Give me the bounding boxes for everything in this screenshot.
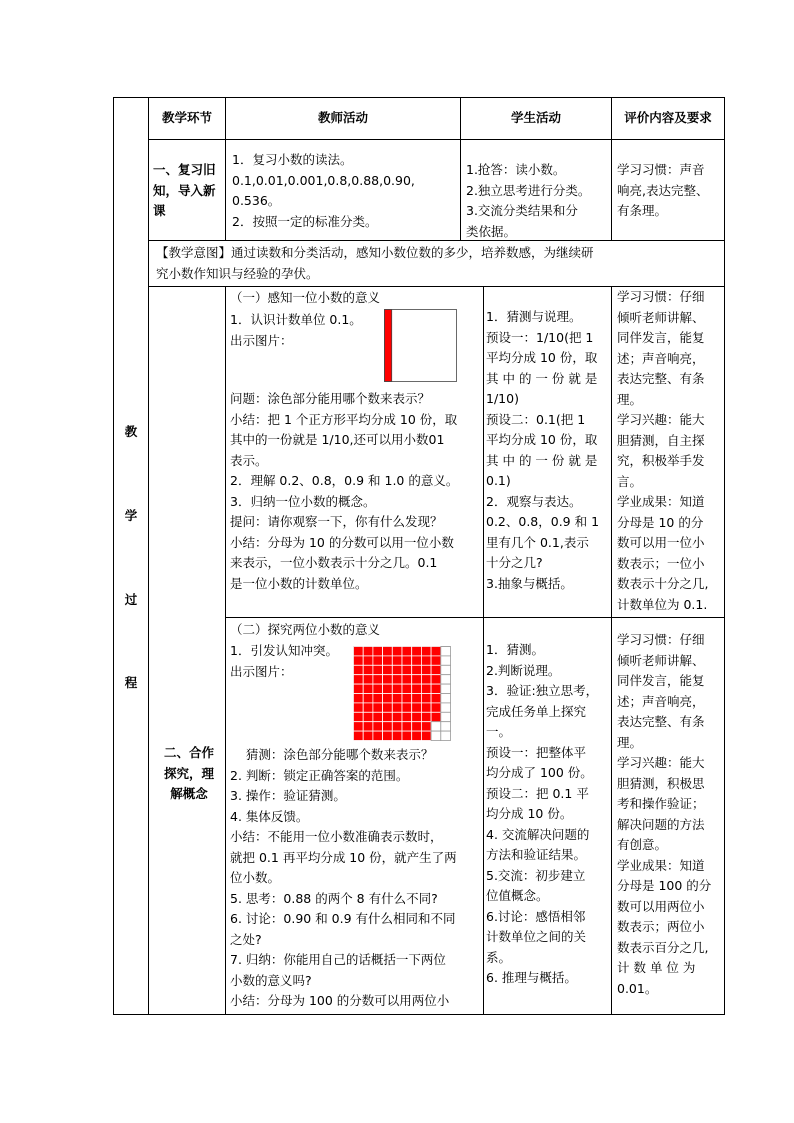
shaded-hundredth (412, 647, 422, 656)
text-line: 问题：涂色部分能用哪个数来表示？ (230, 391, 431, 406)
shaded-hundredth (402, 694, 412, 703)
shaded-hundredth (431, 712, 441, 721)
text-line: 倾听老师讲解、 (617, 309, 705, 325)
text-line: 0.1,0.01,0.001,0.8,0.88,0.90, (232, 172, 415, 188)
shaded-hundredth (421, 712, 431, 721)
shaded-hundredth (363, 703, 373, 712)
shaded-hundredth (392, 684, 402, 693)
row2-stage (154, 743, 224, 805)
text-line: 0.536。 (232, 193, 281, 208)
text-line: 分母是 10 的分 (617, 514, 704, 530)
text-line: 6.讨论：感悟相邻 (486, 908, 586, 924)
shaded-hundredth (363, 656, 373, 665)
shaded-hundredth (421, 665, 431, 674)
shaded-hundredth (383, 694, 393, 703)
text-line: 言。 (617, 473, 643, 489)
grid-line (483, 286, 484, 1015)
text-line: 学习习惯：仔细 (617, 632, 705, 647)
shaded-hundredth (363, 722, 373, 731)
empty-hundredth (441, 731, 451, 740)
text-line: 0.01。 (617, 980, 658, 996)
text-line: 2.独立思考进行分类。 (466, 182, 591, 198)
text-line: 4. 交流解决问题的 (486, 826, 590, 842)
shaded-hundredth (383, 665, 393, 674)
text-line: 1．认识计数单位 0.1。 (230, 312, 362, 327)
grid-line (148, 139, 725, 140)
shaded-hundredth (421, 731, 431, 740)
text-line: 6. 推理与概括。 (486, 970, 577, 985)
text-line: 述；声音响亮， (617, 350, 705, 366)
text-line: 2.判断说理。 (486, 662, 561, 678)
text-line: 1．猜测与说理。 (486, 309, 582, 324)
text-line: 之处? (230, 931, 262, 947)
shaded-hundredth (412, 703, 422, 712)
shaded-hundredth (402, 675, 412, 684)
shaded-hundredth (431, 675, 441, 684)
text-line: 2．观察与表达。 (486, 493, 582, 509)
empty-hundredth (441, 647, 451, 656)
text-line: 分母是 100 的分 (617, 878, 712, 893)
shaded-hundredth (412, 665, 422, 674)
text-line: 表达完整、有条 (617, 714, 705, 729)
text-line: 位小数。 (230, 870, 281, 885)
empty-hundredth (431, 731, 441, 740)
part1-teacher-top (230, 310, 380, 351)
shaded-hundredth (354, 675, 364, 684)
text-line: 3．验证:独立思考， (486, 683, 599, 698)
part1-teacher (230, 389, 480, 594)
text-line: 方法和验证结果。 (486, 847, 587, 862)
shaded-hundredth (383, 731, 393, 740)
text-line: 学习习惯：声音 (617, 162, 705, 177)
shaded-hundredth (354, 665, 364, 674)
shaded-hundredth (383, 684, 393, 693)
text-line: 3.抽象与概括。 (486, 575, 573, 591)
text-line: 平均分成 10 份，取 (486, 350, 598, 365)
text-line: 出示图片： (230, 663, 293, 679)
shaded-hundredth (383, 675, 393, 684)
shaded-hundredth (363, 647, 373, 656)
shaded-hundredth (402, 684, 412, 693)
text-line: 小结：不能用一位小数准确表示数时， (230, 829, 443, 844)
text-line: 知，导入新 (153, 182, 216, 198)
text-line: 其 中 的 一 份 就 是 (486, 370, 598, 386)
shaded-hundredth (373, 731, 383, 740)
text-line: 计数单位之间的关 (486, 929, 587, 944)
shaded-hundredth (363, 665, 373, 674)
text-line: 表达完整、有条 (617, 371, 705, 386)
shaded-hundredth (392, 703, 402, 712)
text-line: 小结：把 1 个正方形平均分成 10 份，取 (230, 411, 458, 427)
part1-title: （一）感知一位小数的意义 (230, 290, 381, 305)
text-line: 预设二：把 0.1 平 (486, 785, 589, 801)
shaded-hundredth (431, 656, 441, 665)
text-line: 胆猜测，自主探 (617, 432, 705, 448)
shaded-hundredth (373, 656, 383, 665)
shaded-hundredth (421, 694, 431, 703)
shaded-hundredth (354, 694, 364, 703)
text-line: 一、复习旧 (153, 162, 216, 177)
text-line: 学习兴趣：能大 (617, 755, 705, 770)
header-stage: 教学环节 (161, 110, 212, 126)
hundredths-square-figure (353, 646, 451, 741)
text-line: 里有几个 0.1,表示 (486, 534, 589, 550)
shaded-hundredth (392, 675, 402, 684)
empty-hundredth (441, 694, 451, 703)
shaded-hundredth (363, 675, 373, 684)
text-line: 同伴发言，能复 (617, 673, 705, 688)
text-line: 探究，理 (163, 765, 214, 781)
shaded-hundredth (373, 694, 383, 703)
shaded-hundredth (373, 684, 383, 693)
row1-stage (153, 160, 225, 222)
text-line: 预设二：0.1(把 1 (486, 411, 586, 427)
text-line: 十分之几? (486, 555, 543, 570)
grid-line (148, 240, 725, 241)
text-line: 计数单位为 0.1. (617, 596, 708, 612)
shaded-hundredth (421, 647, 431, 656)
text-line: 究，积极举手发 (617, 453, 705, 468)
text-line: 数表示十分之几, (617, 576, 709, 591)
text-line: 6. 讨论：0.90 和 0.9 有什么相同和不同 (230, 911, 456, 926)
text-line: 类依据。 (466, 223, 517, 239)
shaded-hundredth (373, 703, 383, 712)
shaded-hundredth (354, 647, 364, 656)
empty-hundredth (431, 722, 441, 731)
empty-hundredth (441, 722, 451, 731)
empty-hundredth (441, 656, 451, 665)
shaded-hundredth (402, 703, 412, 712)
shaded-hundredth (373, 675, 383, 684)
shaded-hundredth (373, 722, 383, 731)
shaded-hundredth (412, 722, 422, 731)
shaded-hundredth (402, 656, 412, 665)
text-line: 数表示；一位小 (617, 555, 705, 571)
shaded-hundredth (412, 684, 422, 693)
figure-outline (385, 310, 457, 382)
text-line: 响亮,表达完整、 (617, 182, 709, 198)
text-line: 小数的意义吗? (230, 972, 312, 988)
shaded-hundredth (383, 703, 393, 712)
text-line: 倾听老师讲解、 (617, 652, 705, 668)
text-line: 解概念 (170, 786, 208, 801)
side-label-1: 教 (124, 424, 138, 439)
text-line: 一。 (486, 724, 512, 739)
text-line: 1．猜测。 (486, 642, 544, 657)
shaded-hundredth (421, 675, 431, 684)
text-line: 数表示；两位小 (617, 919, 705, 934)
shaded-hundredth (412, 694, 422, 703)
shaded-hundredth (402, 712, 412, 721)
shaded-hundredth (392, 694, 402, 703)
text-line: 理。 (617, 734, 643, 750)
text-line: 系。 (486, 949, 512, 965)
side-label-4: 程 (124, 675, 138, 690)
text-line: 理。 (617, 391, 643, 407)
text-line: 1．引发认知冲突。 (230, 643, 338, 658)
text-line: 3.交流分类结果和分 (466, 203, 578, 218)
grid-line (611, 286, 612, 1015)
part2-teacher-top (230, 641, 350, 682)
text-line: 0.1) (486, 473, 511, 488)
text-line: 学业成果：知道 (617, 857, 705, 873)
empty-hundredth (441, 712, 451, 721)
tenths-square-figure (384, 309, 457, 382)
shaded-hundredth (402, 731, 412, 740)
text-line: 出示图片： (230, 332, 293, 348)
header-teacher: 教师活动 (317, 110, 368, 126)
part2-title: （二）探究两位小数的意义 (230, 622, 381, 637)
shaded-hundredth (402, 647, 412, 656)
shaded-hundredth (402, 665, 412, 674)
shaded-hundredth (412, 731, 422, 740)
shaded-hundredth (354, 684, 364, 693)
text-line: 小结：分母为 100 的分数可以用两位小 (230, 993, 450, 1008)
shaded-hundredth (383, 712, 393, 721)
text-line: 数可以用两位小 (617, 898, 705, 914)
text-line: 均分成 10 份。 (486, 806, 573, 821)
text-line: 是一位小数的计数单位。 (230, 575, 368, 591)
text-line: 2．理解 0.2、0.8，0.9 和 1.0 的意义。 (230, 473, 459, 488)
shaded-hundredth (363, 712, 373, 721)
text-line: 平均分成 10 份，取 (486, 432, 598, 447)
text-line: 有创意。 (617, 837, 668, 852)
text-line: 位值概念。 (486, 888, 549, 903)
text-line: 【教学意图】通过读数和分类活动，感知小数位数的多少，培养数感，为继续研 (156, 245, 594, 260)
text-line: 小结：分母为 10 的分数可以用一位小数 (230, 534, 454, 550)
side-label-3: 过 (124, 592, 138, 607)
shaded-hundredth (354, 712, 364, 721)
text-line: 均分成了 100 份。 (486, 765, 593, 780)
text-line: 学业成果：知道 (617, 494, 705, 509)
text-line: 1．复习小数的读法。 (232, 152, 353, 167)
text-line: 7. 归纳：你能用自己的话概括一下两位 (230, 952, 446, 967)
text-line: 2．按照一定的标准分类。 (232, 213, 378, 229)
shaded-hundredth (412, 656, 422, 665)
shaded-hundredth (383, 656, 393, 665)
text-line: 胆猜测，积极思 (617, 775, 705, 791)
part2-eval (617, 630, 724, 999)
grid-line (148, 97, 149, 1015)
text-line: 其 中 的 一 份 就 是 (486, 452, 598, 468)
part1-eval (617, 287, 724, 615)
text-line: 究小数作知识与经验的孕伏。 (156, 265, 319, 281)
shaded-hundredth (373, 647, 383, 656)
teaching-intent (156, 243, 722, 284)
shaded-hundredth (421, 656, 431, 665)
grid-line (225, 286, 226, 1015)
shaded-hundredth (373, 665, 383, 674)
shaded-hundredth (354, 722, 364, 731)
text-line: 完成任务单上探究 (486, 703, 587, 719)
shaded-hundredth (421, 684, 431, 693)
text-line: 来表示，一位小数表示十分之几。0.1 (230, 555, 438, 570)
text-line: 提问：请你观察一下，你有什么发现？ (230, 514, 443, 529)
shaded-hundredth (392, 647, 402, 656)
side-label-2: 学 (124, 508, 138, 523)
text-line: 0.2、0.8，0.9 和 1 (486, 514, 600, 529)
shaded-hundredth (392, 722, 402, 731)
empty-hundredth (441, 665, 451, 674)
text-line: 1.抢答：读小数。 (466, 162, 566, 177)
text-line: 同伴发言，能复 (617, 330, 705, 345)
shaded-hundredth (412, 675, 422, 684)
header-student: 学生活动 (510, 110, 561, 126)
text-line: 4. 集体反馈。 (230, 808, 309, 824)
text-line: 述；声音响亮， (617, 693, 705, 709)
text-line: 计 数 单 位 为 (617, 960, 696, 975)
part2-student (486, 640, 611, 989)
empty-hundredth (441, 684, 451, 693)
part2-teacher (230, 745, 480, 1012)
text-line: 学习兴趣：能大 (617, 412, 705, 427)
shaded-hundredth (354, 656, 364, 665)
empty-hundredth (441, 675, 451, 684)
row1-teacher (232, 150, 460, 232)
text-line: 考和操作验证； (617, 796, 705, 811)
shaded-hundredth (421, 703, 431, 712)
row1-student (466, 160, 611, 242)
shaded-hundredth (421, 722, 431, 731)
shaded-hundredth (431, 694, 441, 703)
text-line: 数表示百分之几, (617, 939, 709, 955)
shaded-hundredth (392, 712, 402, 721)
header-eval: 评价内容及要求 (624, 110, 712, 126)
shaded-hundredth (392, 731, 402, 740)
shaded-hundredth (412, 712, 422, 721)
text-line: 预设一：1/10(把 1 (486, 329, 594, 345)
shaded-hundredth (431, 647, 441, 656)
grid-line (225, 617, 725, 618)
shaded-hundredth (354, 703, 364, 712)
shaded-hundredth (431, 684, 441, 693)
text-line: 预设一：把整体平 (486, 744, 587, 760)
text-line: 有条理。 (617, 203, 668, 218)
shaded-tenth (385, 310, 392, 382)
text-line: 表示。 (230, 452, 268, 468)
empty-hundredth (441, 703, 451, 712)
text-line: 学习习惯：仔细 (617, 289, 705, 304)
text-line: 3．归纳一位小数的概念。 (230, 493, 376, 509)
shaded-hundredth (363, 684, 373, 693)
text-line: 1/10) (486, 391, 519, 406)
text-line: 猜测：涂色部分能哪个数来表示？ (230, 747, 434, 762)
shaded-hundredth (363, 731, 373, 740)
text-line: 5.交流：初步建立 (486, 867, 586, 883)
row1-eval (617, 160, 724, 222)
shaded-hundredth (431, 703, 441, 712)
text-line: 3. 操作：验证猜测。 (230, 788, 346, 803)
shaded-hundredth (392, 656, 402, 665)
shaded-hundredth (354, 731, 364, 740)
text-line: 就把 0.1 再平均分成 10 份，就产生了两 (230, 849, 457, 865)
text-line: 2. 判断：锁定正确答案的范围。 (230, 767, 409, 783)
shaded-hundredth (402, 722, 412, 731)
text-line: 5. 思考：0.88 的两个 8 有什么不同? (230, 890, 438, 906)
shaded-hundredth (363, 694, 373, 703)
part1-student (486, 307, 611, 594)
text-line: 课 (153, 203, 166, 218)
shaded-hundredth (383, 647, 393, 656)
text-line: 二、合作 (163, 745, 214, 760)
shaded-hundredth (373, 712, 383, 721)
shaded-hundredth (383, 722, 393, 731)
shaded-hundredth (392, 665, 402, 674)
text-line: 解决问题的方法 (617, 816, 705, 832)
shaded-hundredth (431, 665, 441, 674)
text-line: 数可以用一位小 (617, 535, 705, 550)
text-line: 其中的一份就是 1/10,还可以用小数01 (230, 432, 445, 447)
